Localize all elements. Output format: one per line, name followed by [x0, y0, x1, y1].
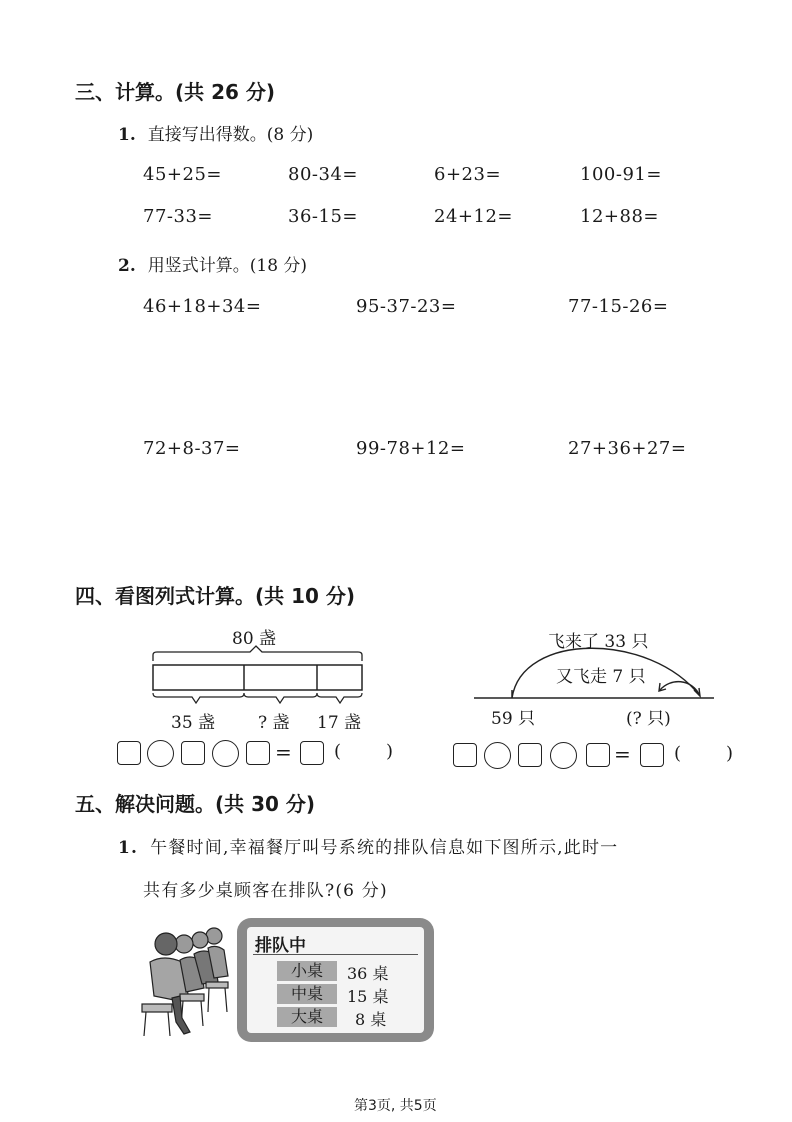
mental-math-item: 77-33= [143, 206, 213, 227]
answer-box[interactable] [300, 741, 324, 765]
start-count-label: 59 只 [491, 709, 536, 729]
unit-paren-close: ) [386, 741, 394, 762]
table-size-large: 大桌 [277, 1007, 337, 1027]
question-text-line-2: 共有多少桌顾客在排队?(6 分) [143, 881, 388, 901]
vertical-calc-item: 77-15-26= [568, 296, 669, 317]
segment-label-3: 17 盏 [317, 713, 362, 733]
segment-bar-diagram [145, 645, 375, 705]
answer-box[interactable] [518, 743, 542, 767]
mental-math-item: 12+88= [580, 206, 659, 227]
vertical-calc-item: 72+8-37= [143, 438, 241, 459]
queue-title: 排队中 [255, 936, 306, 956]
question-5-1 [118, 833, 618, 858]
question-3-1 [118, 120, 313, 145]
mental-math-item: 80-34= [288, 164, 358, 185]
mental-math-item: 6+23= [434, 164, 502, 185]
operator-circle[interactable] [484, 742, 511, 769]
result-label: (? 只) [626, 709, 671, 729]
waiting-people-illustration [136, 922, 240, 1040]
unit-paren-open: ( [334, 741, 342, 762]
equals-sign: = [275, 740, 292, 764]
question-text: 用竖式计算。(18 分) [147, 256, 308, 276]
question-number: 1. [118, 838, 139, 858]
equals-sign: = [614, 742, 631, 766]
answer-box[interactable] [181, 741, 205, 765]
flew-in-label: 飞来了 33 只 [548, 632, 649, 652]
question-text: 直接写出得数。(8 分) [147, 125, 314, 145]
total-label: 80 盏 [232, 629, 277, 649]
vertical-calc-item: 46+18+34= [143, 296, 262, 317]
answer-box[interactable] [640, 743, 664, 767]
section-3-title: 三、计算。(共 26 分) [75, 80, 276, 104]
answer-box[interactable] [117, 741, 141, 765]
vertical-calc-item: 95-37-23= [356, 296, 457, 317]
question-number: 1. [118, 125, 136, 145]
question-text-line-1: 午餐时间,幸福餐厅叫号系统的排队信息如下图所示,此时一 [150, 838, 619, 858]
answer-box[interactable] [246, 741, 270, 765]
question-3-2 [118, 251, 307, 276]
vertical-calc-item: 99-78+12= [356, 438, 466, 459]
vertical-calc-item: 27+36+27= [568, 438, 687, 459]
section-5-title: 五、解决问题。(共 30 分) [75, 792, 316, 816]
section-4-title: 四、看图列式计算。(共 10 分) [75, 584, 356, 608]
answer-box[interactable] [453, 743, 477, 767]
flew-away-label: 又飞走 7 只 [556, 667, 646, 687]
queue-screen [247, 927, 424, 1033]
queue-count-large: 8 桌 [355, 1010, 387, 1029]
operator-circle[interactable] [212, 740, 239, 767]
table-size-small: 小桌 [277, 961, 337, 981]
question-number: 2. [118, 256, 136, 276]
mental-math-item: 24+12= [434, 206, 513, 227]
mental-math-item: 36-15= [288, 206, 358, 227]
mental-math-item: 100-91= [580, 164, 662, 185]
operator-circle[interactable] [550, 742, 577, 769]
table-size-medium: 中桌 [277, 984, 337, 1004]
mental-math-item: 45+25= [143, 164, 222, 185]
queue-count-small: 36 桌 [347, 964, 389, 983]
segment-label-1: 35 盏 [171, 713, 216, 733]
queue-divider [253, 954, 418, 955]
answer-box[interactable] [586, 743, 610, 767]
operator-circle[interactable] [147, 740, 174, 767]
unit-paren-open: ( [674, 743, 682, 764]
page-footer: 第3页, 共5页 [354, 1098, 437, 1114]
segment-label-2: ? 盏 [258, 713, 290, 733]
arc-diagram [470, 640, 720, 705]
unit-paren-close: ) [726, 743, 734, 764]
queue-count-medium: 15 桌 [347, 987, 389, 1006]
queue-display-tablet [237, 918, 434, 1042]
